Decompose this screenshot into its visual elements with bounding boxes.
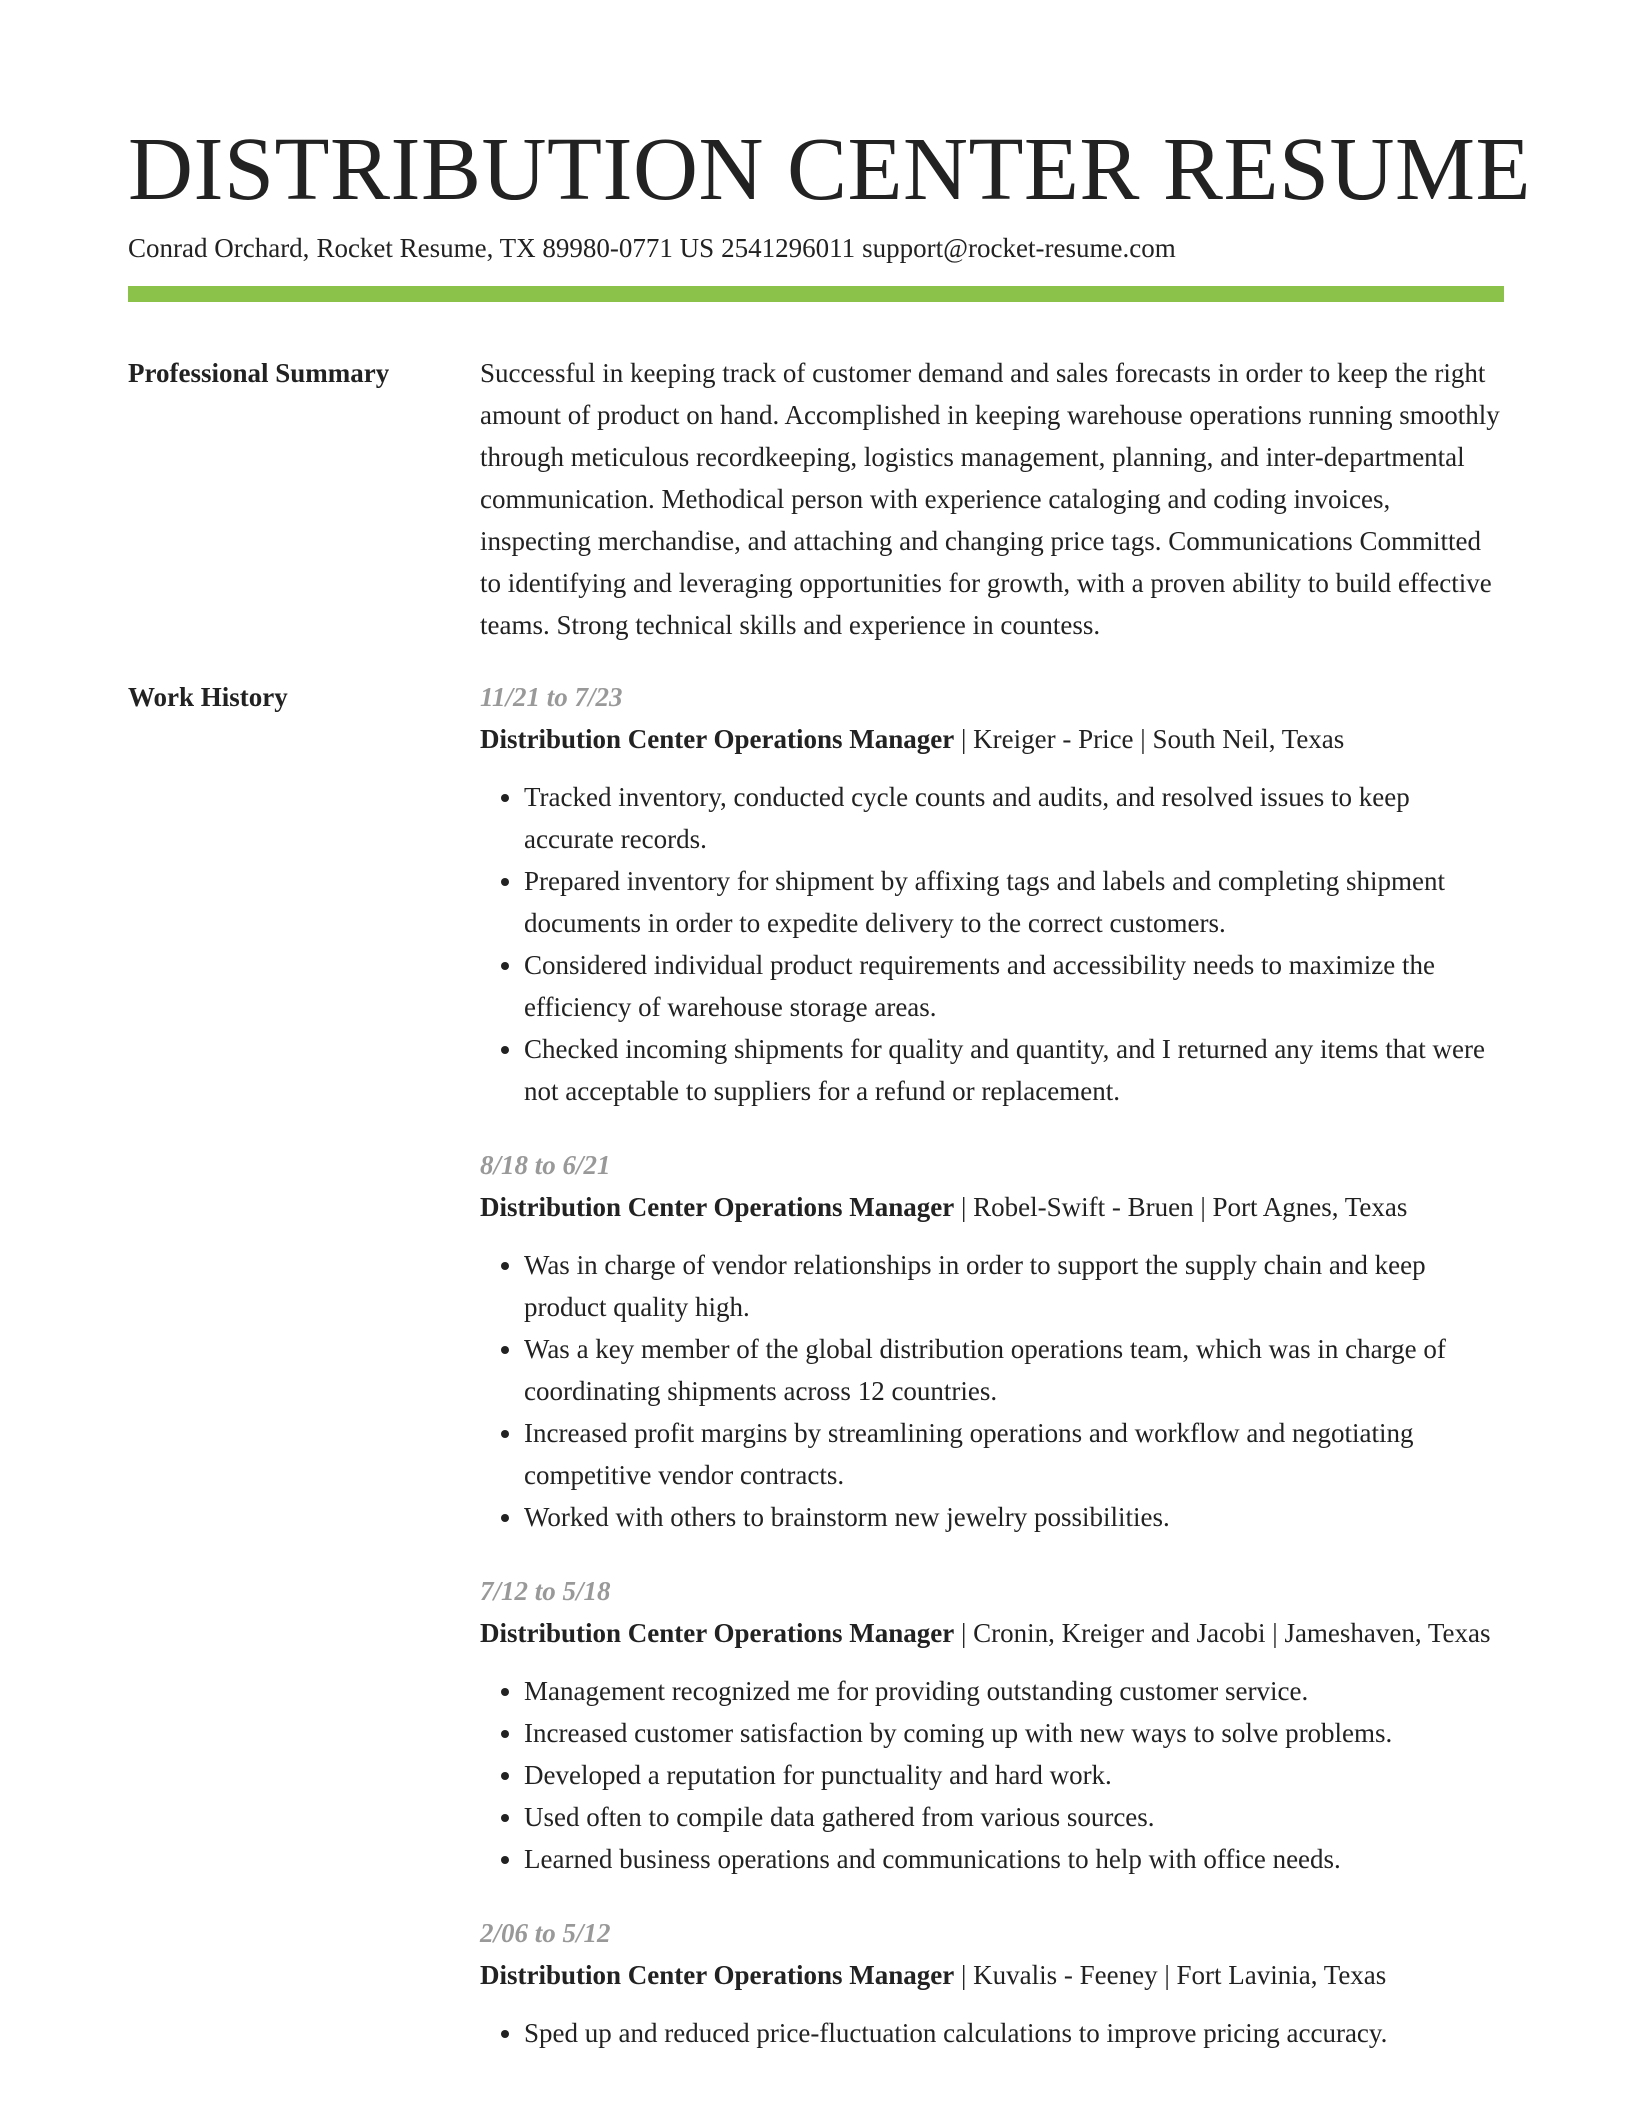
contact-address: Rocket Resume, TX 89980-0771 US <box>316 233 715 263</box>
job-company-location: | Robel-Swift - Bruen | Port Agnes, Texas <box>954 1192 1408 1222</box>
section-label-work-history: Work History <box>128 682 288 712</box>
job-company-location: | Cronin, Kreiger and Jacobi | Jameshaven, Texas <box>954 1618 1491 1648</box>
job-bullet: • Worked with others to brainstorm new jewelry possibilities. <box>524 1496 1504 1538</box>
job-bullet: • Tracked inventory, conducted cycle counts and audits, and resolved issues to keep accurate records. <box>524 776 1504 860</box>
job-company-location: | Kuvalis - Feeney | Fort Lavinia, Texas <box>954 1960 1387 1990</box>
job-dates: 7/12 to 5/18 <box>480 1576 611 1606</box>
job-entry <box>480 1144 1504 1538</box>
job-bullet: • Used often to compile data gathered from various sources. <box>524 1796 1504 1838</box>
job-heading <box>480 1186 1504 1228</box>
job-heading <box>480 1954 1504 1996</box>
job-title: Distribution Center Operations Manager <box>480 1192 955 1222</box>
job-bullet: • Increased profit margins by streamlining operations and workflow and negotiating competitive vendor contracts. <box>524 1412 1504 1496</box>
job-heading <box>480 1612 1504 1654</box>
contact-line <box>128 230 1504 266</box>
job-entry <box>480 1570 1504 1880</box>
job-bullet: • Considered individual product requirements and accessibility needs to maximize the efficiency of warehouse storage areas. <box>524 944 1504 1028</box>
job-bullet: • Learned business operations and communications to help with office needs. <box>524 1838 1504 1880</box>
job-title: Distribution Center Operations Manager <box>480 1960 955 1990</box>
job-entry <box>480 676 1504 1112</box>
header-divider <box>128 286 1504 302</box>
job-company-location: | Kreiger - Price | South Neil, Texas <box>954 724 1345 754</box>
job-bullet: • Management recognized me for providing outstanding customer service. <box>524 1670 1504 1712</box>
job-title: Distribution Center Operations Manager <box>480 724 955 754</box>
job-entry <box>480 1912 1504 2054</box>
job-bullet-list <box>480 776 1504 1112</box>
job-dates: 2/06 to 5/12 <box>480 1918 611 1948</box>
professional-summary-section <box>128 352 1504 646</box>
contact-email[interactable]: support@rocket-resume.com <box>862 233 1176 263</box>
job-dates: 8/18 to 6/21 <box>480 1150 611 1180</box>
summary-text: Successful in keeping track of customer demand and sales forecasts in order to keep the right amount of product on hand. Accomplished in keeping warehouse operations running smoothly through meticulous recordkeeping, logistics management, planning, and inter-departmental communication. Methodical person with experience cataloging and coding invoices, inspecting merchandise, and attaching and changing price tags. Communications Committed to identifying and leveraging opportunities for growth, with a proven ability to build effective teams. Strong technical skills and experience in countess. <box>480 358 1500 640</box>
job-bullet: • Was in charge of vendor relationships in order to support the supply chain and keep product quality high. <box>524 1244 1504 1328</box>
job-bullet: • Developed a reputation for punctuality and hard work. <box>524 1754 1504 1796</box>
job-list <box>480 676 1504 2086</box>
section-label-summary: Professional Summary <box>128 358 390 388</box>
resume-document <box>128 118 1531 2086</box>
job-bullet-list <box>480 2012 1504 2054</box>
work-history-section <box>128 676 1504 2086</box>
job-bullet: • Was a key member of the global distribution operations team, which was in charge of coordinating shipments across 12 countries. <box>524 1328 1504 1412</box>
job-dates: 11/21 to 7/23 <box>480 682 623 712</box>
job-bullet-list <box>480 1670 1504 1880</box>
job-bullet: • Increased customer satisfaction by coming up with new ways to solve problems. <box>524 1712 1504 1754</box>
resume-title: DISTRIBUTION CENTER RESUME <box>128 120 1531 219</box>
job-title: Distribution Center Operations Manager <box>480 1618 955 1648</box>
contact-phone: 2541296011 <box>721 233 856 263</box>
job-bullet: • Prepared inventory for shipment by affixing tags and labels and completing shipment documents in order to expedite delivery to the correct customers. <box>524 860 1504 944</box>
job-bullet-list <box>480 1244 1504 1538</box>
job-bullet: • Checked incoming shipments for quality and quantity, and I returned any items that were not acceptable to suppliers for a refund or replacement. <box>524 1028 1504 1112</box>
job-bullet: • Sped up and reduced price-fluctuation calculations to improve pricing accuracy. <box>524 2012 1504 2054</box>
job-heading <box>480 718 1504 760</box>
contact-name: Conrad Orchard, <box>128 233 310 263</box>
